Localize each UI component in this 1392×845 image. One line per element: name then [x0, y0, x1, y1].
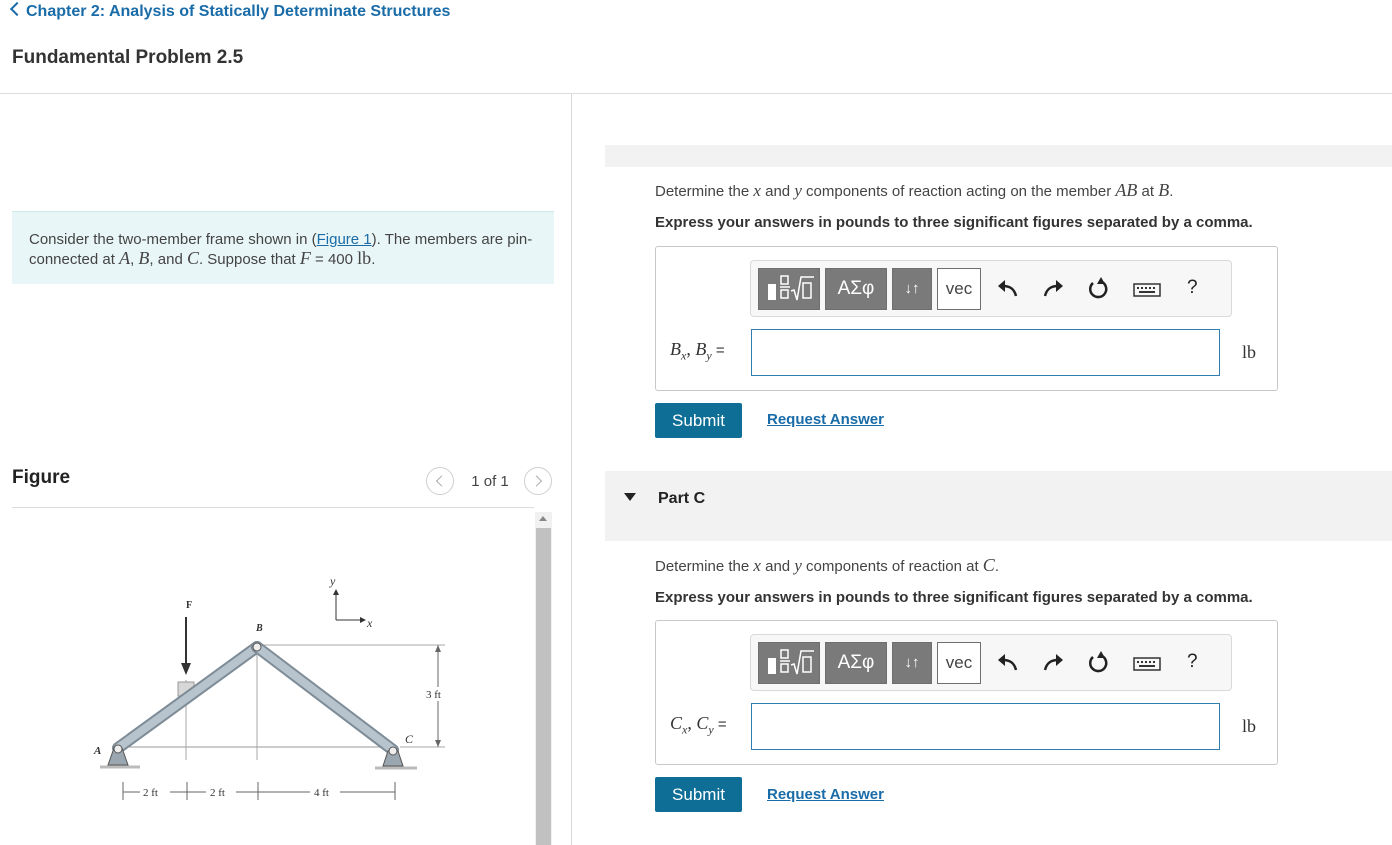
sub-x: x — [682, 722, 688, 737]
unit-lb: lb — [357, 248, 372, 268]
equals-sign: = — [715, 342, 725, 359]
prompt-text: Determine the — [655, 558, 754, 575]
templates-icon — [759, 269, 819, 309]
var-a: A — [119, 248, 131, 268]
arrows-button[interactable]: ↓↑ — [892, 268, 932, 310]
back-link-label: Chapter 2: Analysis of Statically Determinate Structures — [26, 3, 451, 20]
member-ab-face — [118, 647, 257, 748]
var-x: x — [753, 181, 761, 200]
part-c-instruction: Express your answers in pounds to three significant figures separated by a comma. — [655, 589, 1253, 606]
part-c-prompt — [655, 555, 999, 576]
statement-text: . — [371, 251, 376, 268]
problem-statement-box — [12, 211, 554, 284]
prompt-text: components of reaction at — [801, 558, 983, 575]
keyboard-icon[interactable] — [1131, 274, 1163, 304]
chevron-left-icon — [436, 475, 447, 486]
var-ab: AB — [1115, 180, 1138, 200]
part-b-submit-button[interactable]: Submit — [655, 403, 742, 438]
point-b-label: B — [256, 623, 263, 634]
prompt-text: . — [994, 558, 999, 575]
part-b-answer-input[interactable] — [751, 329, 1220, 376]
caret-down-icon — [624, 493, 636, 501]
statement-text: . Suppose that — [198, 251, 300, 268]
scroll-up-icon[interactable] — [539, 516, 547, 521]
part-c-header[interactable] — [605, 471, 1392, 541]
pin-c — [389, 747, 397, 755]
var-y: y — [794, 181, 802, 200]
vector-button[interactable]: vec — [937, 642, 981, 684]
height-label: 3 ft — [426, 689, 441, 701]
dim-2ft-b: 2 ft — [210, 787, 225, 799]
member-bc-face — [257, 647, 393, 750]
var-c: C — [186, 248, 199, 268]
figure-counter: 1 of 1 — [471, 473, 509, 490]
part-c-request-answer-link[interactable]: Request Answer — [767, 786, 884, 803]
keyboard-icon[interactable] — [1131, 648, 1163, 678]
statement-text: , — [130, 251, 139, 268]
vector-button[interactable]: vec — [937, 268, 981, 310]
reset-icon[interactable] — [1084, 274, 1112, 304]
prompt-text: Determine the — [655, 183, 754, 200]
prompt-text: . — [1169, 183, 1174, 200]
undo-icon[interactable] — [994, 648, 1022, 678]
problem-statement — [29, 230, 534, 269]
prompt-text: at — [1137, 183, 1159, 200]
part-c-answer-box — [655, 620, 1278, 765]
part-c-title: Part C — [658, 490, 706, 507]
redo-icon[interactable] — [1039, 648, 1067, 678]
axis-x-label: x — [367, 616, 373, 630]
figure-1-link[interactable]: Figure 1 — [316, 231, 372, 248]
figure-heading: Figure — [12, 467, 71, 488]
greek-symbols-button[interactable]: ΑΣφ — [825, 642, 887, 684]
templates-button[interactable] — [758, 268, 820, 310]
part-b-answer-label: $B_x$, $B_y$ = — [670, 339, 725, 363]
part-c-answer-label: $C_x$, $C_y$ = — [670, 713, 727, 737]
chevron-left-icon — [10, 2, 24, 16]
part-b-request-answer-link[interactable]: Request Answer — [767, 411, 884, 428]
var-b: B — [670, 339, 681, 359]
page-title: Fundamental Problem 2.5 — [12, 47, 244, 68]
undo-icon[interactable] — [994, 274, 1022, 304]
var-x: x — [753, 556, 761, 575]
part-b-math-toolbar — [750, 260, 1232, 317]
point-a-label: A — [94, 745, 102, 757]
sub-y: y — [706, 348, 712, 363]
axis-y-label: y — [330, 574, 336, 588]
part-b-unit: lb — [1242, 342, 1257, 362]
dim-arrow — [435, 740, 441, 747]
force-f-label: F — [186, 600, 193, 611]
sub-x: x — [681, 348, 687, 363]
sub-y: y — [708, 722, 714, 737]
point-c-label: C — [405, 732, 414, 746]
statement-text: Consider the two-member frame shown in ( — [29, 231, 317, 248]
dim-2ft-a: 2 ft — [143, 787, 158, 799]
pane-divider[interactable] — [571, 94, 572, 845]
var-b: B — [138, 248, 150, 268]
equals-sign: = — [717, 716, 727, 733]
var-f: F — [299, 248, 311, 268]
var-c: C — [696, 713, 709, 733]
var-b: B — [1158, 180, 1170, 200]
reset-icon[interactable] — [1084, 648, 1112, 678]
greek-symbols-button[interactable]: ΑΣφ — [825, 268, 887, 310]
pin-a — [114, 745, 122, 753]
back-to-chapter-link[interactable] — [12, 3, 450, 21]
header-divider — [0, 93, 1392, 94]
var-c: C — [982, 555, 995, 575]
part-c-math-toolbar — [750, 634, 1232, 691]
part-c-submit-button[interactable]: Submit — [655, 777, 742, 812]
scroll-thumb[interactable] — [536, 528, 551, 845]
help-icon[interactable]: ? — [1187, 651, 1198, 672]
prompt-text: and — [760, 183, 795, 200]
figure-divider — [12, 507, 534, 508]
redo-icon[interactable] — [1039, 274, 1067, 304]
part-b-instruction: Express your answers in pounds to three significant figures separated by a comma. — [655, 214, 1253, 231]
var-c: C — [670, 713, 683, 733]
statement-text: = 400 — [310, 251, 358, 268]
figure-next-button[interactable] — [524, 467, 552, 495]
part-b-header-band — [605, 145, 1392, 167]
statement-text: ). The members are pin-connected at — [29, 231, 533, 268]
chevron-right-icon — [531, 475, 542, 486]
prompt-text: and — [760, 558, 795, 575]
var-y: y — [794, 556, 802, 575]
dim-arrow — [435, 645, 441, 652]
arrows-button[interactable]: ↓↑ — [892, 642, 932, 684]
axes-icon — [333, 589, 366, 623]
figure-prev-button[interactable] — [426, 467, 454, 495]
templates-button[interactable] — [758, 642, 820, 684]
part-c-unit: lb — [1242, 716, 1257, 736]
pin-b — [253, 643, 261, 651]
help-icon[interactable]: ? — [1187, 277, 1198, 298]
force-arrowhead — [181, 663, 191, 675]
dim-4ft: 4 ft — [314, 787, 329, 799]
part-b-prompt — [655, 180, 1173, 201]
templates-icon — [759, 643, 819, 683]
prompt-text: components of reaction acting on the member — [801, 183, 1116, 200]
figure-scrollbar[interactable] — [535, 512, 552, 845]
frame-figure — [80, 565, 470, 805]
part-c-answer-input[interactable] — [751, 703, 1220, 750]
part-b-answer-box — [655, 246, 1278, 391]
statement-text: , and — [149, 251, 187, 268]
var-b: B — [695, 339, 707, 359]
